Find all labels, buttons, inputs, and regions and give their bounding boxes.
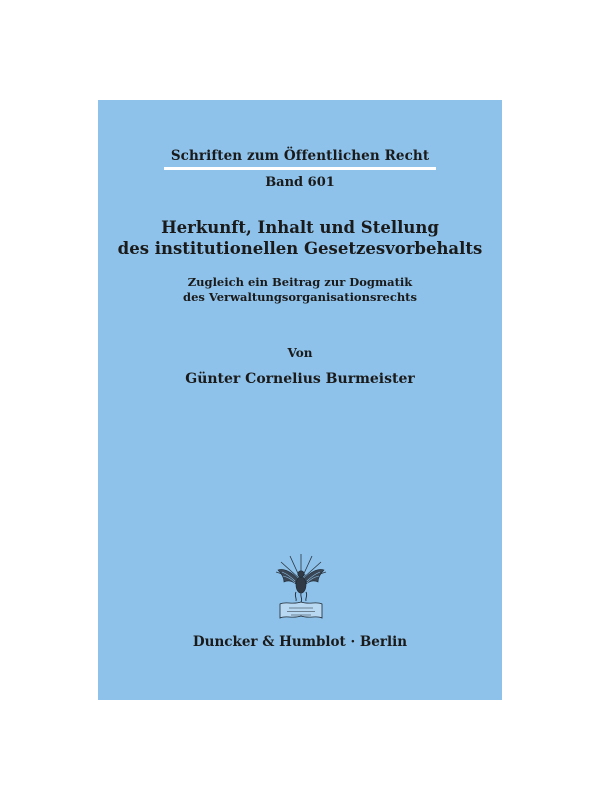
book-subtitle (98, 275, 502, 305)
book-title-line: Herkunft, Inhalt und Stellung (161, 218, 439, 237)
author-name: Günter Cornelius Burmeister (185, 371, 415, 387)
volume-number: Band 601 (265, 175, 335, 190)
book-subtitle-line: Zugleich ein Beitrag zur Dogmatik (187, 275, 413, 289)
series-divider (164, 167, 436, 170)
series-title: Schriften zum Öffentlichen Recht (170, 148, 430, 164)
book-subtitle-line: des Verwaltungsorganisationsrechts (183, 290, 417, 304)
publisher-emblem-icon (270, 550, 332, 622)
publisher-imprint: Duncker & Humblot · Berlin (192, 634, 408, 650)
by-label: Von (287, 346, 313, 360)
book-cover (98, 100, 502, 700)
book-title (98, 217, 502, 259)
book-title-line: des institutionellen Gesetzesvorbehalts (117, 239, 483, 258)
